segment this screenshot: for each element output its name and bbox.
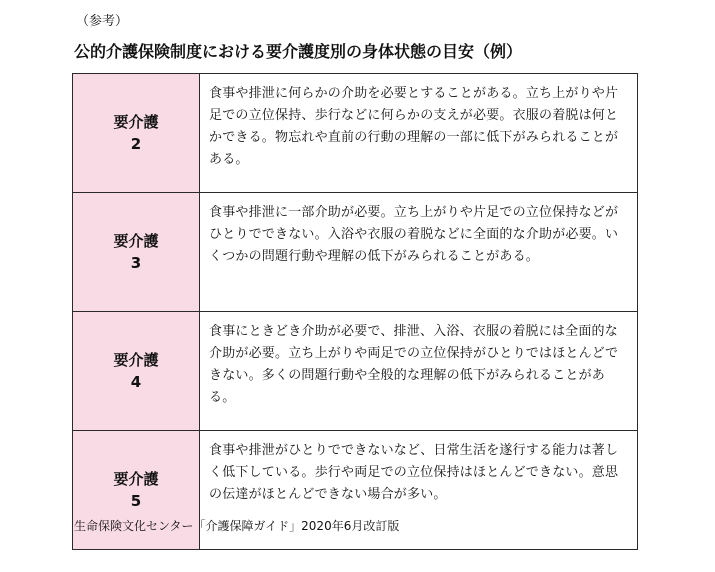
care-level-number: 5 (130, 492, 142, 510)
source-citation: 生命保険文化センター「介護保障ガイド」2020年6月改訂版 (74, 519, 400, 533)
care-level-label: 要介護 (113, 232, 159, 250)
care-level-description: 食事や排泄に一部介助が必要。立ち上がりや片足での立位保持などがひとりでできない。入浴や衣服の着脱などに全面的な介助が必要。いくつかの問題行動や理解の低下がみられることがある。 (200, 193, 638, 312)
care-level-label: 要介護 (113, 113, 159, 131)
care-level-description: 食事や排泄がひとりでできないなど、日常生活を遂行する能力は著しく低下している。歩行や両足での立位保持はほとんどできない。意思の伝達がほとんどできない場合が多い。 (200, 431, 638, 550)
care-level-description: 食事や排泄に何らかの介助を必要とすることがある。立ち上がりや片足での立位保持、歩行などに何らかの支えが必要。衣服の着脱は何とかできる。物忘れや直前の行動の理解の一部に低下がみられることがある。 (200, 74, 638, 193)
care-level-cell (73, 312, 200, 431)
table-row (73, 312, 638, 431)
care-level-number: 2 (130, 135, 142, 153)
care-level-description: 食事にときどき介助が必要で、排泄、入浴、衣服の着脱には全面的な介助が必要。立ち上がりや両足での立位保持がひとりではほとんどできない。多くの問題行動や全般的な理解の低下がみられることがある。 (200, 312, 638, 431)
table-row (73, 74, 638, 193)
care-level-label: 要介護 (113, 351, 159, 369)
care-level-label: 要介護 (113, 470, 159, 488)
reference-note: （参考） (76, 14, 129, 29)
care-level-cell (73, 74, 200, 193)
table-row (73, 193, 638, 312)
care-level-number: 4 (130, 373, 142, 391)
care-level-table (72, 73, 638, 550)
care-level-cell (73, 193, 200, 312)
care-level-number: 3 (130, 254, 142, 272)
page-title: 公的介護保険制度における要介護度別の身体状態の目安（例） (74, 42, 523, 61)
